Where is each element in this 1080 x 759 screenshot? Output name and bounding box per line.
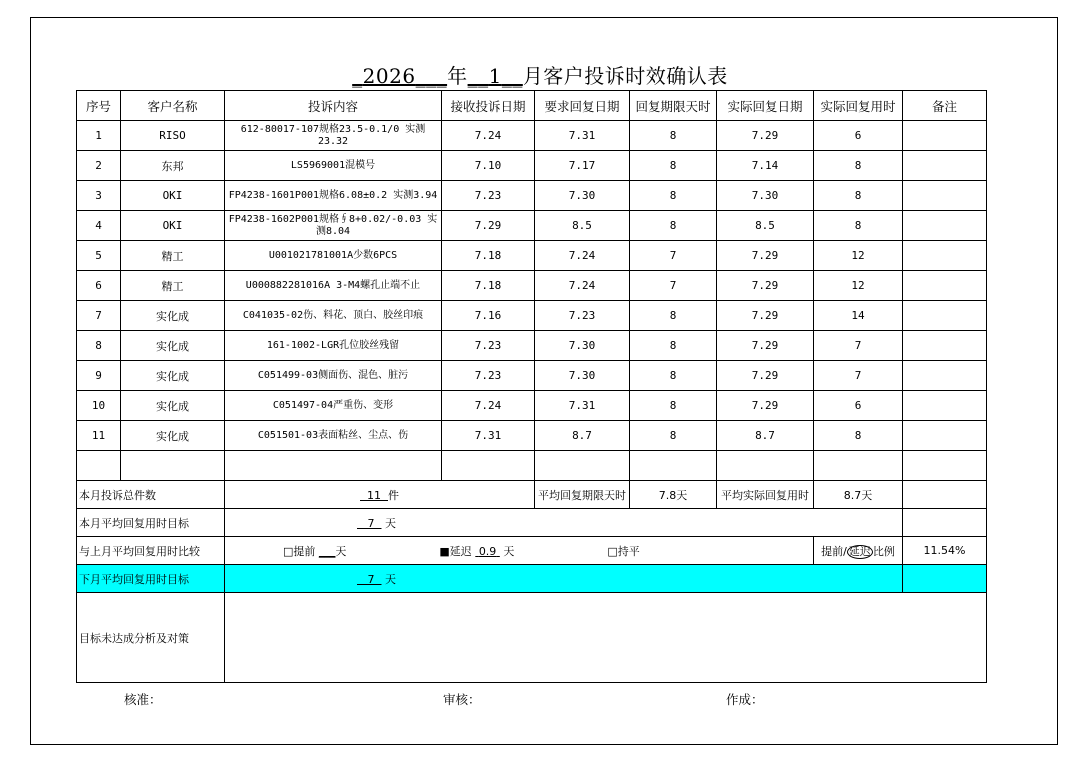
cell-limit: 8 — [630, 421, 717, 451]
cell-used: 12 — [814, 271, 903, 301]
next-target-label: 下月平均回复用时目标 — [77, 565, 225, 593]
table-row — [77, 361, 987, 391]
cell-received: 7.18 — [442, 271, 535, 301]
compare-label: 与上月平均回复用时比较 — [77, 537, 225, 565]
cell-required: 8.7 — [535, 421, 630, 451]
header-cell: 接收投诉日期 — [442, 91, 535, 121]
table-row — [77, 301, 987, 331]
cell-received: 7.23 — [442, 361, 535, 391]
cell-actual: 7.29 — [717, 301, 814, 331]
cell-actual: 8.7 — [717, 421, 814, 451]
cell-content: C051497-04严重伤、变形 — [225, 391, 442, 421]
table-row — [77, 421, 987, 451]
table-row — [77, 391, 987, 421]
cell-note — [903, 121, 987, 151]
cell-no: 5 — [77, 241, 121, 271]
header-cell: 要求回复日期 — [535, 91, 630, 121]
cell-customer: 实化成 — [121, 331, 225, 361]
cell-no: 11 — [77, 421, 121, 451]
table-row — [77, 211, 987, 241]
cell-used: 6 — [814, 121, 903, 151]
table-body — [77, 121, 987, 451]
cell-no: 1 — [77, 121, 121, 151]
cell-actual: 7.29 — [717, 271, 814, 301]
cell-content: U001021781001A少数6PCS — [225, 241, 442, 271]
cell-customer: OKI — [121, 211, 225, 241]
avg-limit-label: 平均回复期限天时 — [535, 481, 630, 509]
analysis-label: 目标未达成分析及对策 — [77, 593, 225, 683]
table-row — [77, 331, 987, 361]
ratio-value: 11.54% — [903, 537, 987, 565]
cell-customer: 实化成 — [121, 421, 225, 451]
header-cell: 实际回复日期 — [717, 91, 814, 121]
cell-note — [903, 271, 987, 301]
cell-content: 612-80017-107规格23.5-0.1/0 实测23.32 — [225, 121, 442, 151]
cell-required: 7.31 — [535, 121, 630, 151]
cell-used: 6 — [814, 391, 903, 421]
cell-required: 7.17 — [535, 151, 630, 181]
cell-actual: 8.5 — [717, 211, 814, 241]
cell-used: 8 — [814, 151, 903, 181]
cell-content: C051501-03表面粘丝、尘点、伤 — [225, 421, 442, 451]
compare-options — [225, 537, 814, 565]
analysis-row — [77, 593, 987, 683]
cell-used: 8 — [814, 421, 903, 451]
page-title: _2026___年__1__月客户投诉时效确认表 — [352, 64, 728, 88]
cell-used: 8 — [814, 181, 903, 211]
cell-actual: 7.29 — [717, 331, 814, 361]
avg-limit-value: 7.8天 — [630, 481, 717, 509]
cell-note — [903, 151, 987, 181]
made-label: 作成： — [726, 692, 764, 707]
avg-actual-label: 平均实际回复用时 — [717, 481, 814, 509]
summary-compare-row — [77, 537, 987, 565]
cell-received: 7.23 — [442, 181, 535, 211]
cell-customer: 东邦 — [121, 151, 225, 181]
summary-next-target-row — [77, 565, 987, 593]
target-value: 7 天 — [225, 509, 903, 537]
cell-required: 7.23 — [535, 301, 630, 331]
cell-no: 8 — [77, 331, 121, 361]
cell-limit: 8 — [630, 121, 717, 151]
approve-label: 核准： — [124, 692, 162, 707]
cell-note — [903, 331, 987, 361]
cell-limit: 8 — [630, 211, 717, 241]
cell-required: 7.30 — [535, 331, 630, 361]
cell-limit: 8 — [630, 331, 717, 361]
cell-limit: 8 — [630, 151, 717, 181]
cell-customer: OKI — [121, 181, 225, 211]
total-label: 本月投诉总件数 — [77, 481, 225, 509]
option-delay[interactable]: ■延迟 0.9 天 — [439, 544, 515, 558]
cell-used: 14 — [814, 301, 903, 331]
cell-actual: 7.29 — [717, 121, 814, 151]
cell-no: 10 — [77, 391, 121, 421]
cell-note — [903, 211, 987, 241]
analysis-content[interactable] — [225, 593, 987, 683]
cell-received: 7.29 — [442, 211, 535, 241]
cell-customer: 精工 — [121, 241, 225, 271]
cell-used: 7 — [814, 361, 903, 391]
cell-note — [903, 181, 987, 211]
complaint-table — [76, 90, 987, 683]
ratio-label: 提前/ 延迟 比例 — [814, 537, 903, 565]
summary-target-row — [77, 509, 987, 537]
cell-used: 12 — [814, 241, 903, 271]
header-cell: 客户名称 — [121, 91, 225, 121]
cell-received: 7.10 — [442, 151, 535, 181]
cell-content: C051499-03侧面伤、混色、脏污 — [225, 361, 442, 391]
cell-limit: 8 — [630, 391, 717, 421]
review-label: 审核： — [443, 692, 481, 707]
table-row — [77, 271, 987, 301]
header-cell: 序号 — [77, 91, 121, 121]
table-row — [77, 151, 987, 181]
next-target-value: 7 天 — [225, 565, 903, 593]
header-cell: 回复期限天时 — [630, 91, 717, 121]
cell-content: FP4238-1601P001规格6.08±0.2 实测3.94 — [225, 181, 442, 211]
empty-row — [77, 451, 987, 481]
cell-note — [903, 361, 987, 391]
cell-no: 3 — [77, 181, 121, 211]
cell-required: 8.5 — [535, 211, 630, 241]
cell-received: 7.24 — [442, 391, 535, 421]
cell-actual: 7.14 — [717, 151, 814, 181]
cell-actual: 7.29 — [717, 391, 814, 421]
cell-no: 7 — [77, 301, 121, 331]
cell-received: 7.16 — [442, 301, 535, 331]
cell-customer: 实化成 — [121, 361, 225, 391]
cell-received: 7.24 — [442, 121, 535, 151]
header-cell: 实际回复用时 — [814, 91, 903, 121]
target-label: 本月平均回复用时目标 — [77, 509, 225, 537]
cell-required: 7.30 — [535, 361, 630, 391]
cell-required: 7.24 — [535, 241, 630, 271]
cell-limit: 8 — [630, 301, 717, 331]
cell-received: 7.23 — [442, 331, 535, 361]
cell-actual: 7.29 — [717, 361, 814, 391]
cell-customer: 实化成 — [121, 391, 225, 421]
cell-content: LS5969001混模号 — [225, 151, 442, 181]
cell-actual: 7.29 — [717, 241, 814, 271]
table-row — [77, 121, 987, 151]
cell-customer: RISO — [121, 121, 225, 151]
summary-total-row — [77, 481, 987, 509]
cell-note — [903, 301, 987, 331]
total-value: 11 件 — [225, 481, 535, 509]
cell-customer: 精工 — [121, 271, 225, 301]
cell-content: U000882281016A 3-M4螺孔止端不止 — [225, 271, 442, 301]
cell-used: 7 — [814, 331, 903, 361]
cell-no: 2 — [77, 151, 121, 181]
cell-limit: 8 — [630, 361, 717, 391]
cell-note — [903, 241, 987, 271]
cell-required: 7.24 — [535, 271, 630, 301]
cell-limit: 7 — [630, 241, 717, 271]
cell-content: C041035-02伤、料花、顶白、胶丝印痕 — [225, 301, 442, 331]
header-row — [77, 91, 987, 121]
cell-limit: 7 — [630, 271, 717, 301]
cell-content: FP4238-1602P001规格∮8+0.02/-0.03 实测8.04 — [225, 211, 442, 241]
avg-actual-value: 8.7天 — [814, 481, 903, 509]
option-flat[interactable]: □持平 — [607, 544, 640, 558]
cell-received: 7.18 — [442, 241, 535, 271]
cell-required: 7.30 — [535, 181, 630, 211]
header-cell: 投诉内容 — [225, 91, 442, 121]
cell-actual: 7.30 — [717, 181, 814, 211]
cell-required: 7.31 — [535, 391, 630, 421]
cell-no: 4 — [77, 211, 121, 241]
header-cell: 备注 — [903, 91, 987, 121]
cell-customer: 实化成 — [121, 301, 225, 331]
cell-no: 6 — [77, 271, 121, 301]
table-row — [77, 241, 987, 271]
cell-note — [903, 391, 987, 421]
cell-no: 9 — [77, 361, 121, 391]
cell-used: 8 — [814, 211, 903, 241]
cell-note — [903, 421, 987, 451]
cell-content: 161-1002-LGR孔位胶丝残留 — [225, 331, 442, 361]
cell-received: 7.31 — [442, 421, 535, 451]
option-ahead[interactable]: □提前 ___天 — [283, 544, 347, 558]
cell-limit: 8 — [630, 181, 717, 211]
table-row — [77, 181, 987, 211]
